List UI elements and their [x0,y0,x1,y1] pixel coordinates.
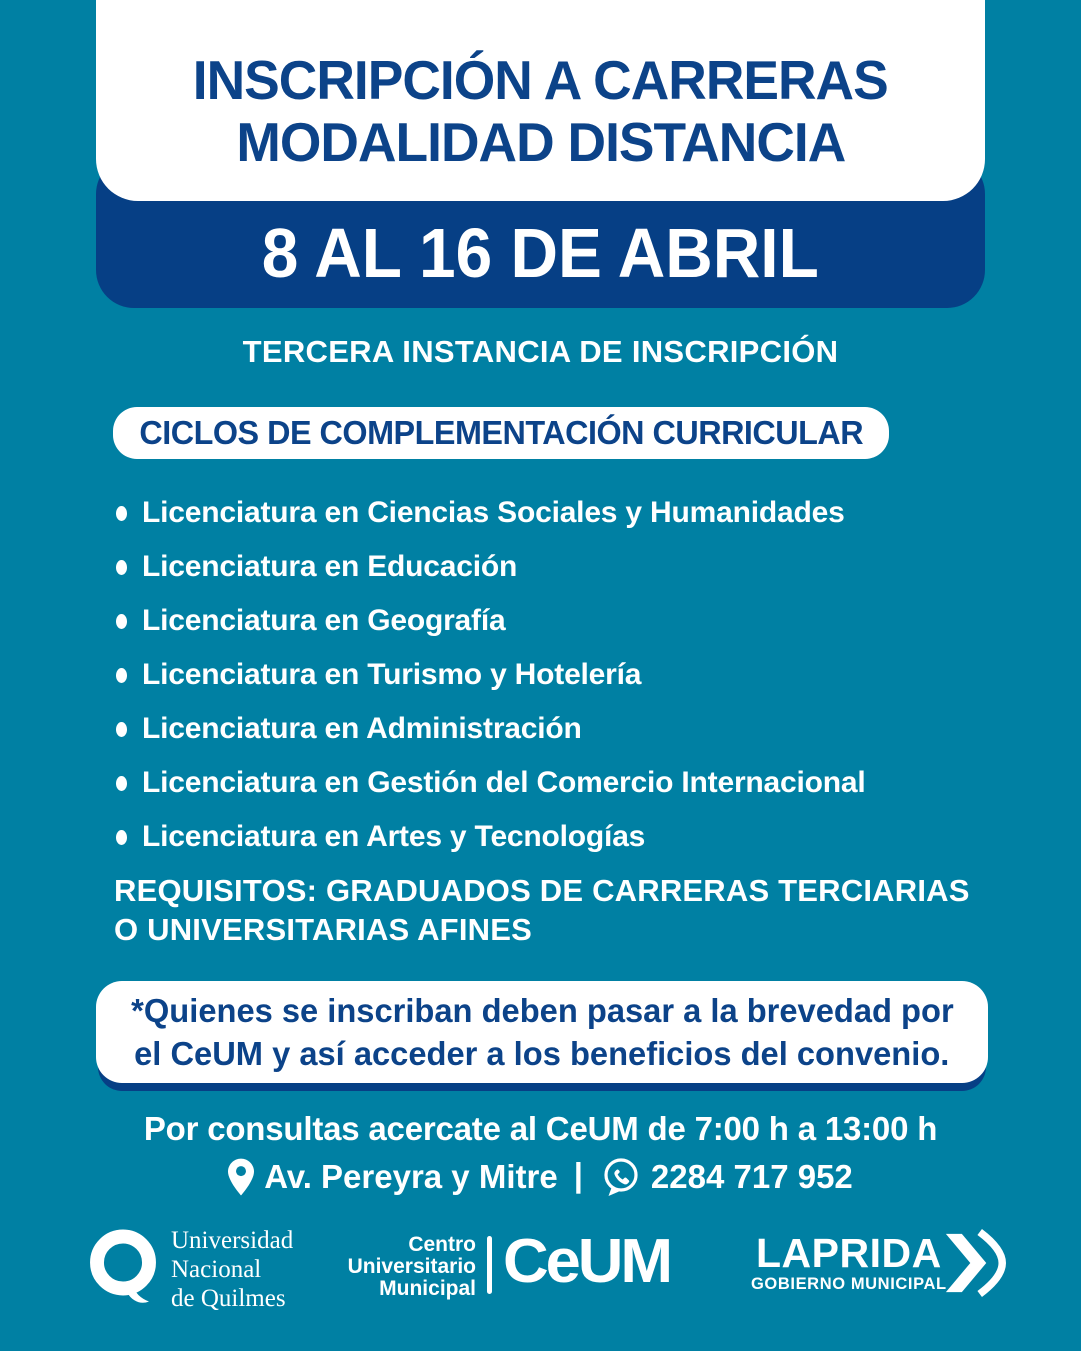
double-chevron-right-icon [944,1226,1006,1300]
footer [0,1218,1081,1318]
ceum-small-line: Centro [408,1233,476,1256]
laprida-tagline: GOBIERNO MUNICIPAL [751,1275,947,1293]
section-pill-label: CICLOS DE COMPLEMENTACIÓN CURRICULAR [139,414,863,451]
bullet-icon [116,506,127,521]
program-item-label: Licenciatura en Artes y Tecnologías [142,820,646,853]
unq-name-line: Nacional [171,1255,262,1283]
title-line-2: MODALIDAD DISTANCIA [236,111,845,173]
program-item-label: Licenciatura en Gestión del Comercio Internacional [142,766,866,799]
ceum-wordmark-small [330,1234,476,1300]
phone-number-text: 2284 717 952 [650,1158,853,1195]
note-line-1: *Quienes se inscriban deben pasar a la brevedad por [130,992,954,1029]
program-item [116,594,1016,648]
ceum-logo-text: CeUM [503,1227,670,1296]
bullet-icon [116,668,127,683]
program-item [116,648,1016,702]
requirements-text: REQUISITOS: GRADUADOS DE CARRERAS TERCIARIAS O UNIVERSITARIAS AFINES [114,873,970,947]
program-item-label: Licenciatura en Turismo y Hotelería [142,658,642,691]
address-row [0,1152,1081,1202]
bullet-icon [116,722,127,737]
logo-divider [487,1236,492,1294]
ceum-small-line: Universitario [347,1255,476,1278]
contact-info-text: Por consultas acercate al CeUM de 7:00 h a 13:00 h [143,1110,938,1147]
unq-logo [84,1224,293,1314]
separator-bar: | [573,1156,583,1193]
program-item [116,756,1016,810]
program-item-label: Licenciatura en Educación [142,550,518,583]
unq-q-logo-icon [84,1224,162,1314]
whatsapp-icon [599,1156,641,1198]
program-item-label: Licenciatura en Ciencias Sociales y Humanidades [142,496,845,529]
program-item [116,810,1016,864]
program-item-label: Licenciatura en Geografía [142,604,506,637]
programs-list [116,486,1016,864]
ceum-small-line: Municipal [379,1277,476,1300]
section-pill [113,407,889,459]
bullet-icon [116,776,127,791]
unq-name-lines [171,1226,293,1313]
bullet-icon [116,830,127,845]
unq-name-line: de Quilmes [171,1284,286,1312]
laprida-name: LAPRIDA [755,1230,942,1276]
laprida-logo [751,1232,947,1294]
program-item [116,486,1016,540]
unq-name-line: Universidad [171,1226,294,1254]
note-card [96,981,988,1083]
address-text: Av. Pereyra y Mitre [264,1158,558,1195]
map-pin-icon [228,1158,254,1196]
bullet-icon [116,614,127,629]
program-item [116,540,1016,594]
program-item [116,702,1016,756]
title-line-1: INSCRIPCIÓN A CARRERAS [192,49,888,111]
program-item-label: Licenciatura en Administración [142,712,582,745]
date-range-text: 8 AL 16 DE ABRIL [261,214,819,292]
note-line-2: el CeUM y así acceder a los beneficios del convenio. [134,1035,950,1072]
bullet-icon [116,560,127,575]
header-card [96,0,985,201]
subtitle-text: TERCERA INSTANCIA DE INSCRIPCIÓN [242,334,839,369]
